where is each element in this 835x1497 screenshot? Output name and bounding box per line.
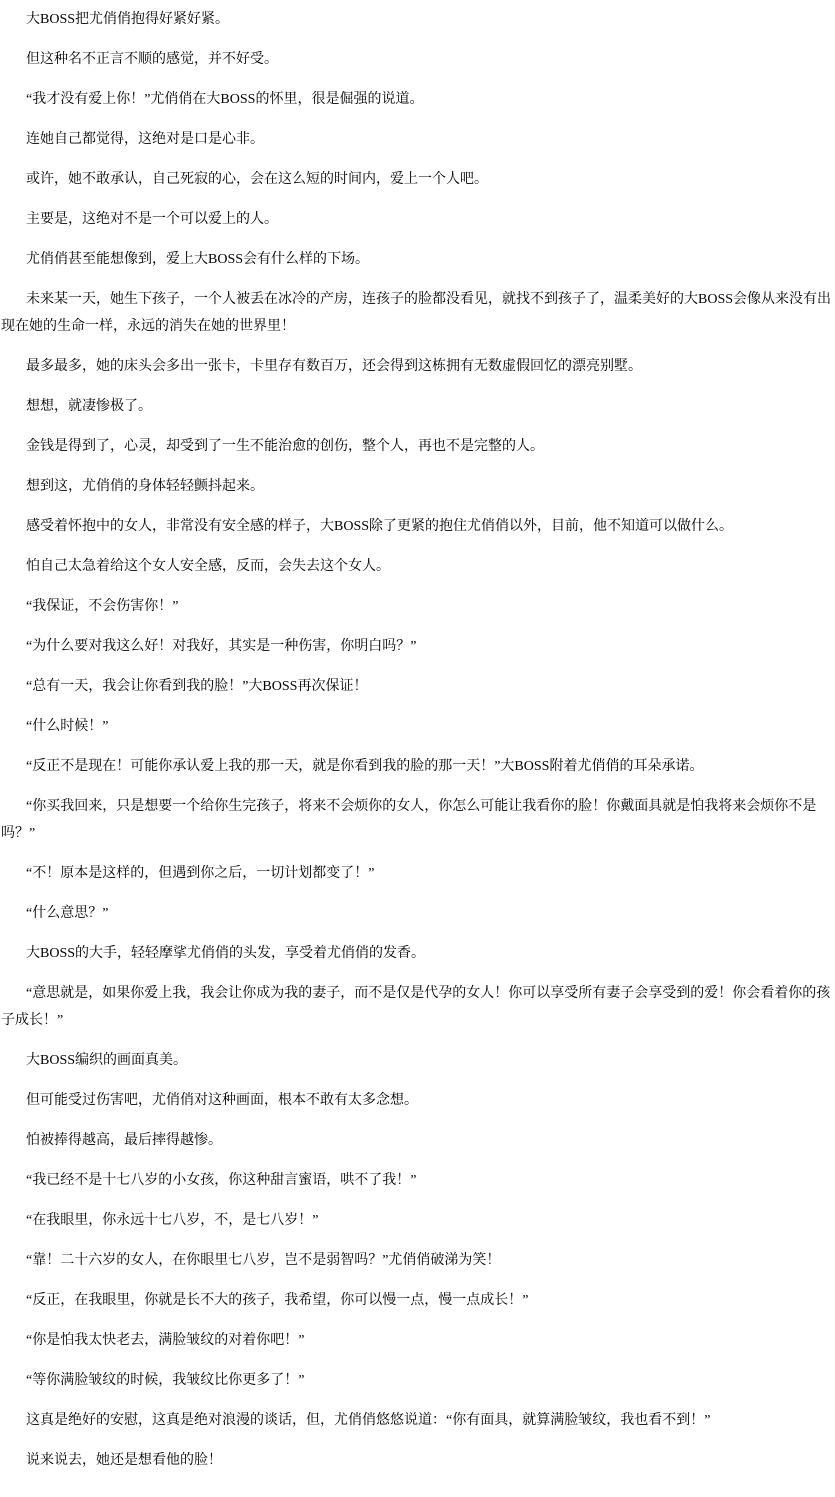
paragraph: 怕自己太急着给这个女人安全感，反而，会失去这个女人。: [26, 559, 390, 574]
paragraph: “什么意思？”: [26, 906, 109, 921]
paragraph: 主要是，这绝对不是一个可以爱上的人。: [26, 212, 278, 227]
paragraph: “为什么要对我这么好！对我好，其实是一种伤害，你明白吗？”: [26, 639, 417, 654]
paragraph: “意思就是，如果你爱上我，我会让你成为我的妻子，而不是仅是代孕的女人！你可以享受所有妻子会享受到的爱！你会看着你的孩子成长！”: [1, 986, 831, 1028]
paragraph: 连她自己都觉得，这绝对是口是心非。: [26, 132, 264, 147]
paragraph: 大BOSS把尤俏俏抱得好紧好紧。: [26, 12, 230, 27]
paragraph: “你买我回来，只是想要一个给你生完孩子，将来不会烦你的女人，你怎么可能让我看你的脸！你戴面具就是怕我将来会烦你不是吗？”: [1, 799, 817, 841]
paragraph: 但这种名不正言不顺的感觉，并不好受。: [26, 52, 278, 67]
paragraph: 最多最多，她的床头会多出一张卡，卡里存有数百万，还会得到这栋拥有无数虚假回忆的漂亮别墅。: [26, 359, 642, 374]
paragraph: 大BOSS编织的画面真美。: [26, 1053, 188, 1068]
paragraph: 但可能受过伤害吧，尤俏俏对这种画面，根本不敢有太多念想。: [26, 1093, 418, 1108]
paragraph: “反正，在我眼里，你就是长不大的孩子，我希望，你可以慢一点，慢一点成长！”: [26, 1293, 529, 1308]
paragraph: 怕被捧得越高，最后摔得越惨。: [26, 1133, 222, 1148]
paragraph: “等你满脸皱纹的时候，我皱纹比你更多了！”: [26, 1373, 305, 1388]
paragraph: 或许，她不敢承认，自己死寂的心，会在这么短的时间内，爱上一个人吧。: [26, 172, 488, 187]
paragraph: 大BOSS的大手，轻轻摩挲尤俏俏的头发，享受着尤俏俏的发香。: [26, 946, 426, 961]
paragraph: “不！原本是这样的，但遇到你之后，一切计划都变了！”: [26, 866, 375, 881]
paragraph: 金钱是得到了，心灵，却受到了一生不能治愈的创伤，整个人，再也不是完整的人。: [26, 439, 544, 454]
paragraph: “我已经不是十七八岁的小女孩，你这种甜言蜜语，哄不了我！”: [26, 1173, 417, 1188]
paragraph: 这真是绝好的安慰，这真是绝对浪漫的谈话，但，尤俏俏悠悠说道：“你有面具，就算满脸皱纹，我也看不到！”: [26, 1413, 711, 1428]
paragraph: “靠！二十六岁的女人，在你眼里七八岁，岂不是弱智吗？”尤俏俏破涕为笑！: [26, 1253, 501, 1268]
paragraph: 想到这，尤俏俏的身体轻轻颤抖起来。: [26, 479, 264, 494]
paragraph: “在我眼里，你永远十七八岁，不，是七八岁！”: [26, 1213, 319, 1228]
paragraph: 尤俏俏甚至能想像到，爱上大BOSS会有什么样的下场。: [26, 252, 370, 267]
paragraph: “总有一天，我会让你看到我的脸！”大BOSS再次保证！: [26, 679, 368, 694]
paragraph: 未来某一天，她生下孩子，一个人被丢在冰冷的产房，连孩子的脸都没看见，就找不到孩子了，温柔美好的大BOSS会像从来没有出现在她的生命一样，永远的消失在她的世界里！: [1, 292, 832, 334]
paragraph: 想想，就凄惨极了。: [26, 399, 152, 414]
novel-text-body: [1, 6, 834, 1474]
paragraph: 说来说去，她还是想看他的脸！: [26, 1453, 222, 1468]
paragraph: “什么时候！”: [26, 719, 109, 734]
paragraph: 感受着怀抱中的女人，非常没有安全感的样子，大BOSS除了更紧的抱住尤俏俏以外，目前，他不知道可以做什么。: [26, 519, 734, 534]
paragraph: “我才没有爱上你！”尤俏俏在大BOSS的怀里，很是倔强的说道。: [26, 92, 424, 107]
paragraph: “你是怕我太快老去，满脸皱纹的对着你吧！”: [26, 1333, 305, 1348]
paragraph: “我保证，不会伤害你！”: [26, 599, 179, 614]
paragraph: “反正不是现在！可能你承认爱上我的那一天，就是你看到我的脸的那一天！”大BOSS附着尤俏俏的耳朵承诺。: [26, 759, 704, 774]
